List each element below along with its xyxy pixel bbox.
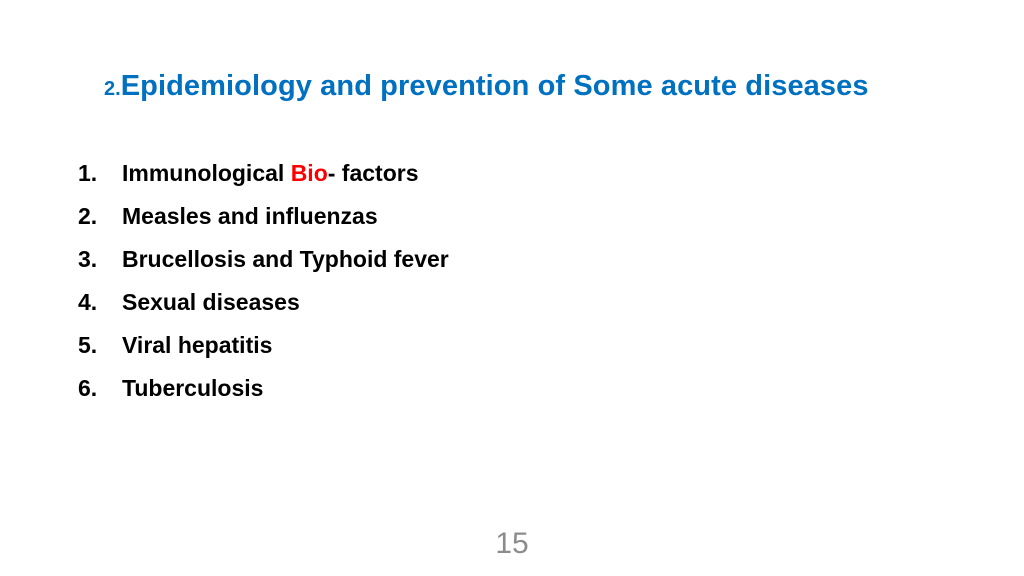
list-item <box>78 152 449 195</box>
list-item-number: 6. <box>78 375 98 401</box>
list-item-text-suffix: - factors <box>327 160 419 186</box>
list-item-text: Sexual diseases <box>122 289 300 315</box>
list-item-number: 4. <box>78 289 98 315</box>
disease-list <box>78 152 449 410</box>
list-item-number: 3. <box>78 246 98 272</box>
list-item <box>78 367 449 410</box>
list-item-text: Measles and influenzas <box>122 203 378 229</box>
list-item <box>78 238 449 281</box>
list-item-number: 1. <box>78 160 98 186</box>
list-item <box>78 281 449 324</box>
slide-title-text: Epidemiology and prevention of Some acute diseases <box>120 70 869 102</box>
list-item-text: Immunological <box>122 160 291 186</box>
slide-title <box>104 62 1004 110</box>
list-item-text: Viral hepatitis <box>122 332 273 358</box>
list-item-text: Tuberculosis <box>122 375 264 401</box>
list-item-number: 2. <box>78 203 98 229</box>
slide-title-number: 2. <box>104 78 121 100</box>
list-item-text: Brucellosis and Typhoid fever <box>122 246 449 272</box>
list-item <box>78 324 449 367</box>
list-item <box>78 195 449 238</box>
page-number: 15 <box>495 527 529 560</box>
list-item-number: 5. <box>78 332 98 358</box>
highlight-text: Bio <box>290 160 328 186</box>
